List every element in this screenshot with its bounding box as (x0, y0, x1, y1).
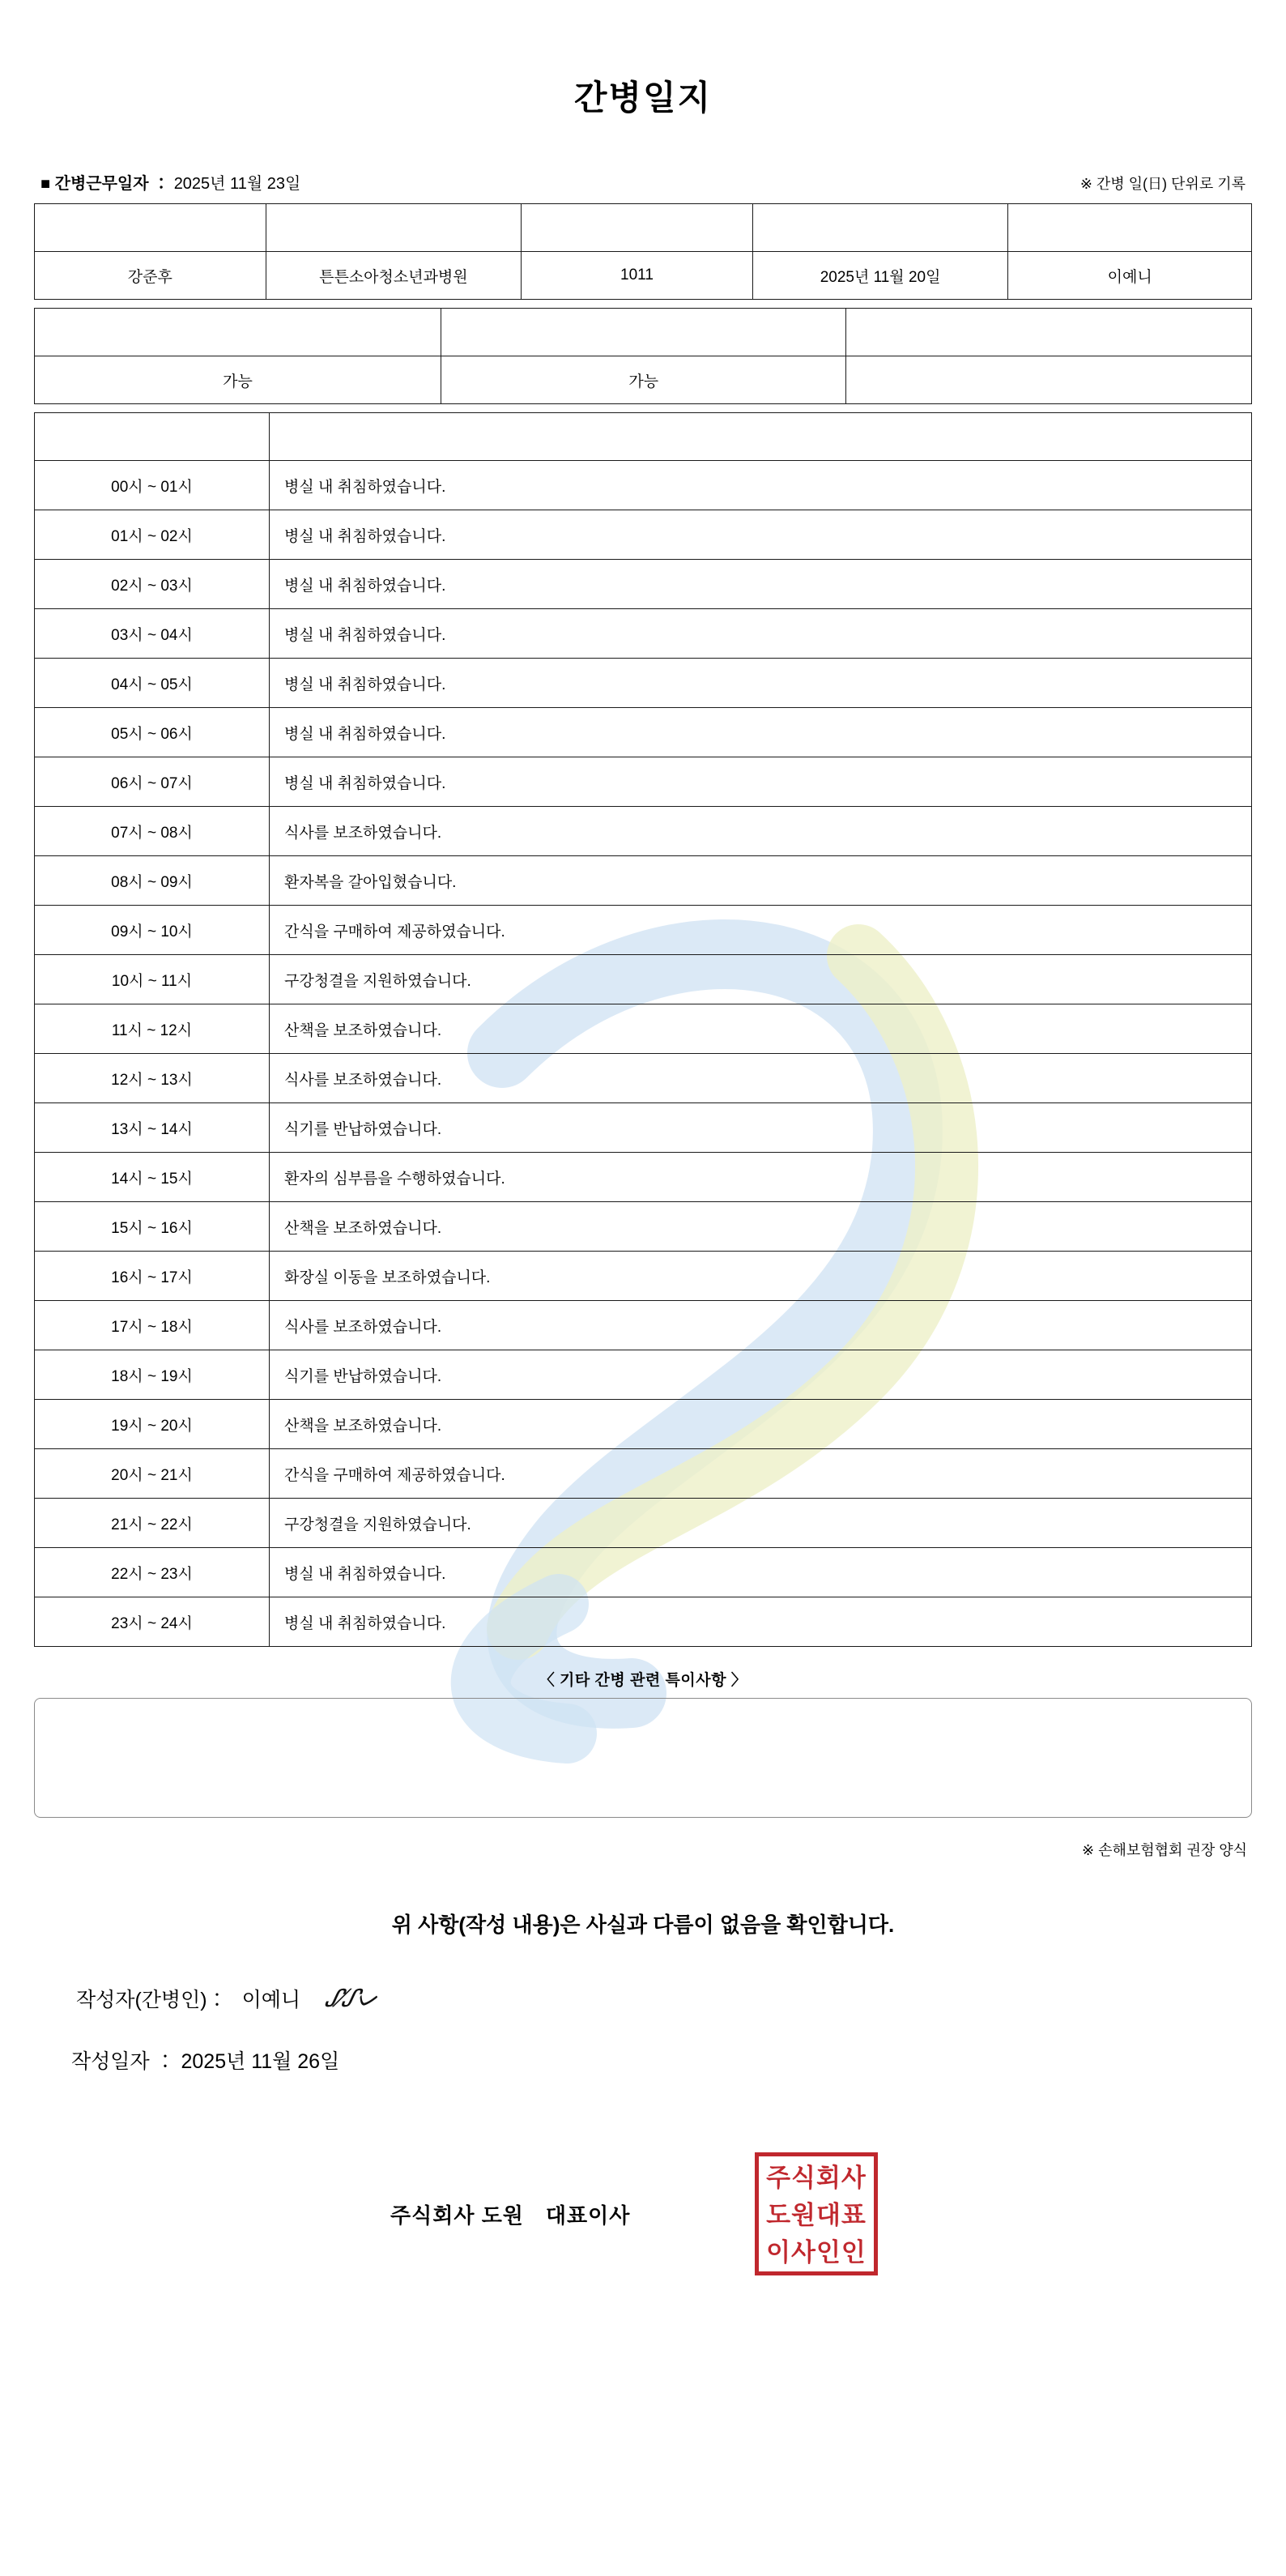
confirmation-statement: 위 사항(작성 내용)은 사실과 다름이 없음을 확인합니다. (391, 1913, 895, 1937)
table-row (35, 1103, 1252, 1153)
author-label: 작성자(간병인)： (76, 1989, 228, 2011)
table-row (35, 1597, 1252, 1647)
table-row (35, 1449, 1252, 1499)
association-note: ※ 손해보험협회 권장 양식 (1082, 1842, 1247, 1858)
cell-desc: 산책을 보조하였습니다. (270, 1004, 1252, 1054)
table-row (35, 1499, 1252, 1548)
cell-time: 19시 ~ 20시 (35, 1400, 270, 1449)
spacer (34, 404, 1252, 412)
written-date-value: 2025년 11월 26일 (181, 2050, 340, 2073)
cell-desc: 병실 내 취침하였습니다. (270, 1597, 1252, 1647)
table-row (35, 906, 1252, 955)
cell-time: 10시 ~ 11시 (35, 955, 270, 1004)
th-room-number: 병실호수 (522, 204, 753, 252)
cell-desc: 간식을 구매하여 제공하였습니다. (270, 906, 1252, 955)
cell-time: 14시 ~ 15시 (35, 1153, 270, 1202)
company-name: 주식회사 도원 대표이사 (390, 2203, 631, 2228)
cell-desc: 식사를 보조하였습니다. (270, 1054, 1252, 1103)
td-patient-name: 강준후 (35, 252, 266, 300)
written-date-line (34, 2045, 1252, 2075)
table-row (35, 560, 1252, 609)
status-table (34, 308, 1252, 404)
th-caregiver-name: 간병인명 (1008, 204, 1252, 252)
table-row (35, 461, 1252, 510)
cell-time: 11시 ~ 12시 (35, 1004, 270, 1054)
cell-desc: 구강청결을 지원하였습니다. (270, 1499, 1252, 1548)
table-row (35, 807, 1252, 856)
th-time: 시간 (35, 413, 270, 461)
cell-time: 06시 ~ 07시 (35, 757, 270, 807)
cell-time: 01시 ~ 02시 (35, 510, 270, 560)
table-row (35, 609, 1252, 659)
cell-desc: 병실 내 취침하였습니다. (270, 560, 1252, 609)
cell-time: 20시 ~ 21시 (35, 1449, 270, 1499)
th-self-walking: 자가 보행 (35, 309, 441, 356)
unit-note: ※ 간병 일(日) 단위로 기록 (1079, 176, 1246, 192)
th-oral-intake: 음식 경구 섭취 (441, 309, 846, 356)
table-row (35, 659, 1252, 708)
table-row (35, 708, 1252, 757)
cell-desc: 병실 내 취침하였습니다. (270, 1548, 1252, 1597)
cell-desc: 병실 내 취침하였습니다. (270, 659, 1252, 708)
table-row (35, 955, 1252, 1004)
cell-time: 05시 ~ 06시 (35, 708, 270, 757)
work-date-value: 2025년 11월 23일 (173, 175, 301, 193)
stamp-line-2: 도원대표 (766, 2201, 867, 2230)
notes-caption: 〈 기타 간병 관련 특이사항 〉 (539, 1672, 747, 1689)
cell-desc: 식기를 반납하였습니다. (270, 1103, 1252, 1153)
table-row (35, 757, 1252, 807)
stamp-line-3: 이사인인 (766, 2238, 867, 2267)
cell-desc: 화장실 이동을 보조하였습니다. (270, 1252, 1252, 1301)
cell-desc: 병실 내 취침하였습니다. (270, 609, 1252, 659)
table-row (35, 1548, 1252, 1597)
td-hospital: 튼튼소아청소년과병원 (266, 252, 522, 300)
patient-info-table (34, 203, 1252, 300)
cell-desc: 식기를 반납하였습니다. (270, 1350, 1252, 1400)
cell-time: 03시 ~ 04시 (35, 609, 270, 659)
cell-time: 13시 ~ 14시 (35, 1103, 270, 1153)
table-row (35, 356, 1252, 404)
author-value: 이예니 (241, 1989, 301, 2011)
cell-desc: 병실 내 취침하였습니다. (270, 708, 1252, 757)
table-row (35, 510, 1252, 560)
td-admission-date: 2025년 11월 20일 (752, 252, 1008, 300)
cell-desc: 병실 내 취침하였습니다. (270, 757, 1252, 807)
th-admission-date: 입원날짜 (752, 204, 1008, 252)
cell-desc: 구강청결을 지원하였습니다. (270, 955, 1252, 1004)
cell-time: 17시 ~ 18시 (35, 1301, 270, 1350)
table-header-row (35, 204, 1252, 252)
company-row (34, 2144, 1252, 2298)
cell-desc: 간식을 구매하여 제공하였습니다. (270, 1449, 1252, 1499)
cell-time: 12시 ~ 13시 (35, 1054, 270, 1103)
th-tube-insertion: 체내 관 삽입 (846, 309, 1252, 356)
table-row (35, 1252, 1252, 1301)
cell-desc: 환자의 심부름을 수행하였습니다. (270, 1153, 1252, 1202)
table-row (35, 1400, 1252, 1449)
td-self-walking: 가능 (35, 356, 441, 404)
cell-time: 15시 ~ 16시 (35, 1202, 270, 1252)
td-tube-insertion (846, 356, 1252, 404)
table-row (35, 252, 1252, 300)
th-hospital: 의료기관 (266, 204, 522, 252)
signature-icon: ᔑ⁄ᔑᨆ (322, 1984, 379, 2013)
meta-row (34, 170, 1252, 194)
cell-time: 18시 ~ 19시 (35, 1350, 270, 1400)
care-log-table (34, 412, 1252, 1647)
th-patient-name: 환자성명 (35, 204, 266, 252)
cell-time: 23시 ~ 24시 (35, 1597, 270, 1647)
page-title: 간병일지 (573, 79, 713, 117)
table-row (35, 1301, 1252, 1350)
table-row (35, 856, 1252, 906)
cell-desc: 환자복을 갈아입혔습니다. (270, 856, 1252, 906)
cell-time: 02시 ~ 03시 (35, 560, 270, 609)
td-room-number: 1011 (522, 252, 753, 300)
th-care-content: 간병 내용 (270, 413, 1252, 461)
cell-time: 16시 ~ 17시 (35, 1252, 270, 1301)
table-row (35, 1153, 1252, 1202)
cell-time: 00시 ~ 01시 (35, 461, 270, 510)
spacer (34, 300, 1252, 308)
table-header-row (35, 413, 1252, 461)
table-row (35, 1350, 1252, 1400)
cell-desc: 식사를 보조하였습니다. (270, 1301, 1252, 1350)
work-date-label: ■ 간병근무일자 ： (40, 175, 170, 193)
cell-time: 21시 ~ 22시 (35, 1499, 270, 1548)
cell-desc: 산책을 보조하였습니다. (270, 1400, 1252, 1449)
cell-time: 09시 ~ 10시 (35, 906, 270, 955)
cell-time: 04시 ~ 05시 (35, 659, 270, 708)
table-row (35, 1202, 1252, 1252)
table-row (35, 1054, 1252, 1103)
td-oral-intake: 가능 (441, 356, 846, 404)
cell-desc: 산책을 보조하였습니다. (270, 1202, 1252, 1252)
cell-desc: 병실 내 취침하였습니다. (270, 510, 1252, 560)
cell-desc: 병실 내 취침하였습니다. (270, 461, 1252, 510)
cell-time: 22시 ~ 23시 (35, 1548, 270, 1597)
author-line (34, 1984, 1252, 2013)
cell-desc: 식사를 보조하였습니다. (270, 807, 1252, 856)
notes-field[interactable] (34, 1698, 1252, 1818)
stamp-line-1: 주식회사 (766, 2164, 867, 2193)
table-header-row (35, 309, 1252, 356)
written-date-label: 작성일자 ： (71, 2050, 176, 2073)
table-row (35, 1004, 1252, 1054)
work-date (40, 170, 300, 194)
company-seal-stamp-icon (755, 2152, 878, 2275)
td-caregiver-name: 이예니 (1008, 252, 1252, 300)
cell-time: 08시 ~ 09시 (35, 856, 270, 906)
cell-time: 07시 ~ 08시 (35, 807, 270, 856)
